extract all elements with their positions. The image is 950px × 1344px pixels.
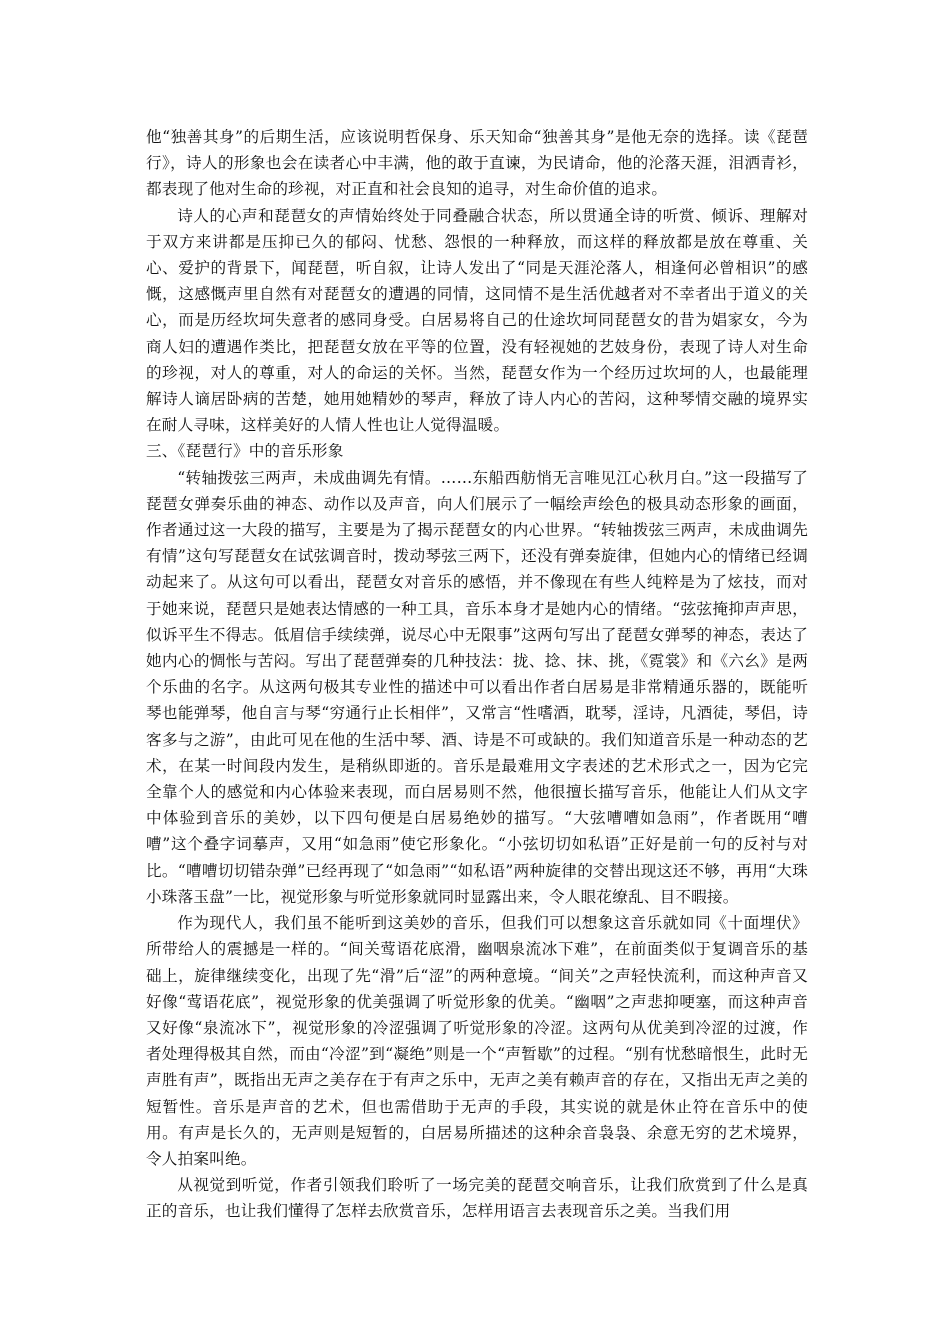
paragraph-2: 诗人的心声和琵琶女的声情始终处于同叠融合状态，所以贯通全诗的听赏、倾诉、理解对于双方来讲都是压抑已久的郁闷、忧愁、怨恨的一种释放，而这样的释放都是放在尊重、关心、爱护的背景下，闻琵琶，听自叙，让诗人发出了“同是天涯沦落人，相逢何必曾相识”的感慨，这感慨声里自然有对琵琶女的遭遇的同情，这同情不是生活优越者对不幸者出于道义的关心，而是历经坎坷失意者的感同身受。白居易将自己的仕途坎坷同琵琶女的昔为娼家女，今为商人妇的遭遇作类比，把琵琶女放在平等的位置，没有轻视她的艺妓身份，表现了诗人对生命的珍视，对人的尊重，对人的命运的关怀。当然，琵琶女作为一个经历过坎坷的人，也最能理解诗人谪居卧病的苦楚，她用她精妙的琴声，释放了诗人内心的苦闷，这种琴情交融的境界实在耐人寻味，这样美好的人情人性也让人觉得温暖。 [146, 206, 808, 435]
document-body [146, 124, 808, 1225]
paragraph-5: 从视觉到听觉，作者引领我们聆听了一场完美的琵琶交响音乐，让我们欣赏到了什么是真正的音乐，也让我们懂得了怎样去欣赏音乐，怎样用语言去表现音乐之美。当我们用 [146, 1176, 808, 1221]
section-heading-3: 三、《琵琶行》中的音乐形象 [146, 442, 344, 461]
paragraph-3: “转轴拨弦三两声，未成曲调先有情。……东船西舫悄无言唯见江心秋月白。”这一段描写了琵琶女弹奏乐曲的神态、动作以及声音，向人们展示了一幅绘声绘色的极具动态形象的画面，作者通过这一大段的描写，主要是为了揭示琵琶女的内心世界。“转轴拨弦三两声，未成曲调先有情”这句写琵琶女在试弦调音时，拨动琴弦三两下，还没有弹奏旋律，但她内心的情绪已经调动起来了。从这句可以看出，琵琶女对音乐的感悟，并不像现在有些人纯粹是为了炫技，而对于她来说，琵琶只是她表达情感的一种工具，音乐本身才是她内心的情绪。“弦弦掩抑声声思，似诉平生不得志。低眉信手续续弹，说尽心中无限事”这两句写出了琵琶女弹琴的神态，表达了她内心的惆怅与苦闷。写出了琵琶弹奏的几种技法：拢、捻、抹、挑，《霓裳》和《六幺》是两个乐曲的名字。从这两句极其专业性的描述中可以看出作者白居易是非常精通乐器的，既能听琴也能弹琴，他自言与琴“穷通行止长相伴”，又常言“性嗜酒，耽琴，淫诗，凡酒徒，琴侣，诗客多与之游”，由此可见在他的生活中琴、酒、诗是不可或缺的。我们知道音乐是一种动态的艺术，在某一时间段内发生，是稍纵即逝的。音乐是最难用文字表述的艺术形式之一，因为它完全靠个人的感觉和内心体验来表现，而白居易则不然，他很擅长描写音乐，他能让人们从文字中体验到音乐的美妙，以下四句便是白居易绝妙的描写。“大弦嘈嘈如急雨”，作者既用“嘈嘈”这个叠字词摹声，又用“如急雨”使它形象化。“小弦切切如私语”正好是前一句的反衬与对比。“嘈嘈切切错杂弹”已经再现了“如急雨”“如私语”两种旋律的交替出现这还不够，再用“大珠小珠落玉盘”一比，视觉形象与听觉形象就同时显露出来，令人眼花缭乱、目不暇接。 [146, 468, 808, 906]
paragraph-4: 作为现代人，我们虽不能听到这美妙的音乐，但我们可以想象这音乐就如同《十面埋伏》所带给人的震撼是一样的。“间关莺语花底滑，幽咽泉流冰下难”，在前面类似于复调音乐的基础上，旋律继续变化，出现了先“滑”后“涩”的两种意境。“间关”之声轻快流利，而这种声音又好像“莺语花底”，视觉形象的优美强调了听觉形象的优美。“幽咽”之声悲抑哽塞，而这种声音又好像“泉流冰下”，视觉形象的冷涩强调了听觉形象的冷涩。这两句从优美到冷涩的过渡，作者处理得极其自然，而由“冷涩”到“凝绝”则是一个“声暂歇”的过程。“别有忧愁暗恨生，此时无声胜有声”，既指出无声之美存在于有声之乐中，无声之美有赖声音的存在，又指出无声之美的短暂性。音乐是声音的艺术，但也需借助于无声的手段，其实说的就是休止符在音乐中的使用。有声是长久的，无声则是短暂的，白居易所描述的这种余音袅袅、余意无穷的艺术境界，令人拍案叫绝。 [146, 914, 808, 1168]
paragraph-1: 他“独善其身”的后期生活，应该说明哲保身、乐天知命“独善其身”是他无奈的选择。读《琵琶行》，诗人的形象也会在读者心中丰满，他的敢于直谏，为民请命，他的沦落天涯，泪洒青衫，都表现了他对生命的珍视，对正直和社会良知的追寻，对生命价值的追求。 [146, 128, 808, 199]
